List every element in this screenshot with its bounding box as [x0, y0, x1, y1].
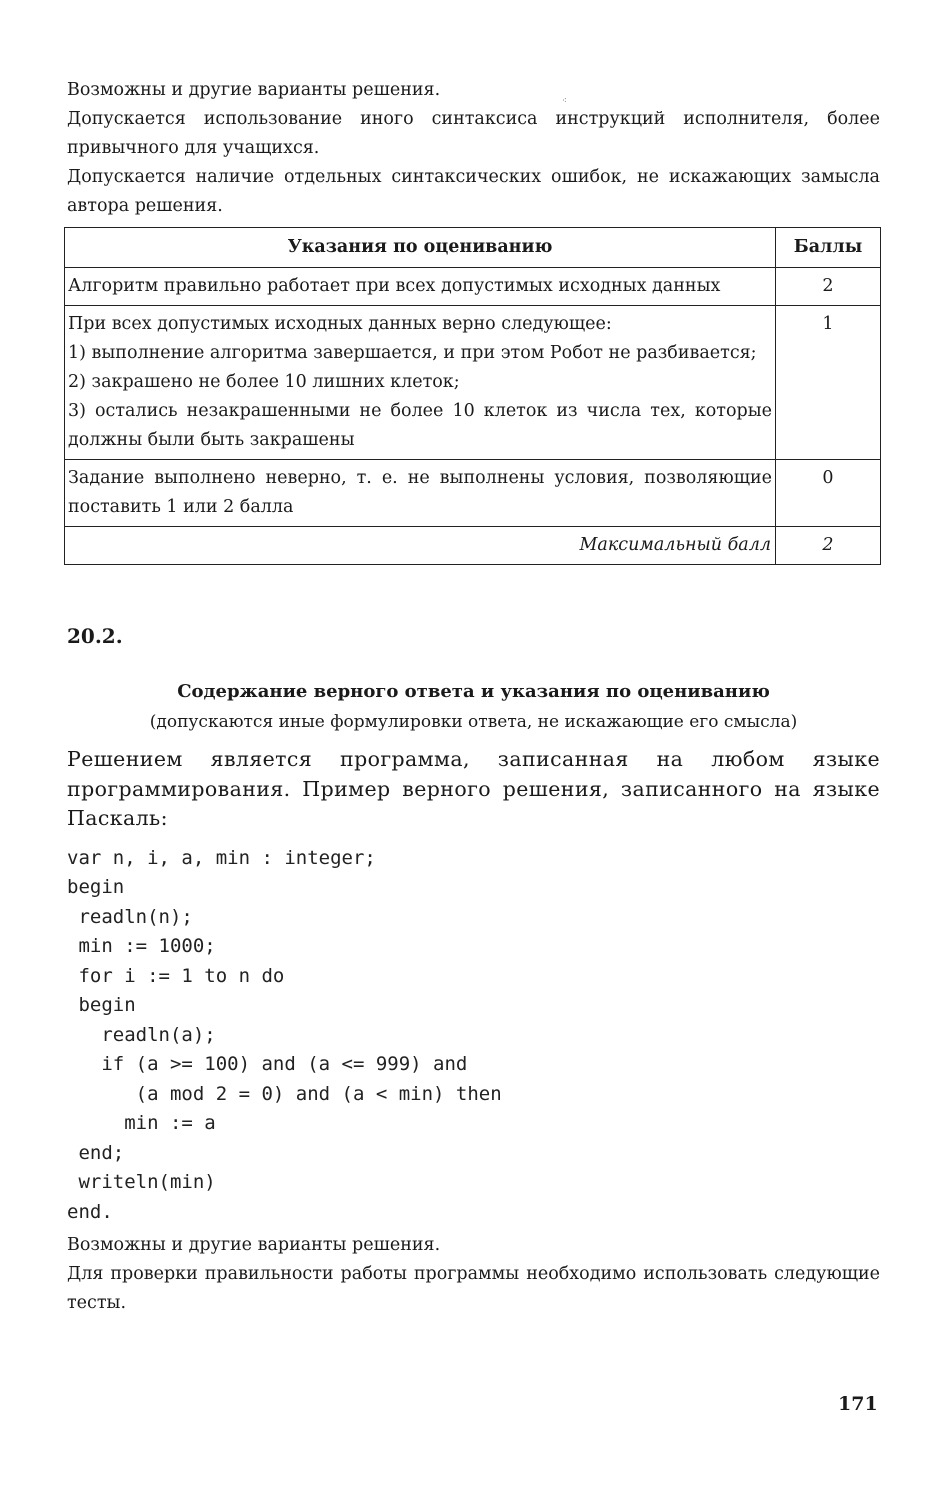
- page-number: 171: [838, 1393, 878, 1415]
- max-score-value: 2: [776, 527, 881, 565]
- criteria-line: При всех допустимых исходных данных верно следующее:: [68, 314, 612, 334]
- max-score-label: Максимальный балл: [65, 527, 776, 565]
- code-line: end.: [67, 1200, 113, 1223]
- table-row: [65, 268, 881, 306]
- code-line: end;: [67, 1141, 125, 1164]
- section-number: 20.2.: [67, 624, 123, 648]
- header-points: Баллы: [776, 228, 881, 268]
- code-line: readln(n);: [67, 905, 193, 928]
- table-header-row: [65, 228, 881, 268]
- points-cell: 2: [776, 268, 881, 306]
- intro-line-1: Возможны и другие варианты решения.: [67, 80, 441, 100]
- criteria-line: Задание выполнено неверно, т. е. не выполнены условия, позволяющие поставить 1 или 2 балла: [68, 468, 772, 517]
- intro-line-2: Допускается использование иного синтаксиса инструкций исполнителя, более привычного для учащихся.: [67, 109, 880, 158]
- points-cell: 1: [776, 306, 881, 460]
- criteria-cell: [65, 268, 776, 306]
- section-subheading: (допускаются иные формулировки ответа, не искажающие его смысла): [149, 712, 798, 732]
- code-line: (a mod 2 = 0) and (a < min) then: [67, 1082, 502, 1105]
- points-cell: 0: [776, 460, 881, 527]
- document-page: [67, 76, 880, 1318]
- pascal-code-block: [67, 844, 880, 1228]
- criteria-line: Алгоритм правильно работает при всех допустимых исходных данных: [68, 276, 721, 296]
- criteria-line: 3) остались незакрашенными не более 10 клеток из числа тех, которые должны были быть закрашены: [68, 401, 772, 450]
- section-heading: Содержание верного ответа и указания по оцениванию: [177, 681, 770, 702]
- code-line: for i := 1 to n do: [67, 964, 285, 987]
- code-line: if (a >= 100) and (a <= 999) and: [67, 1053, 468, 1075]
- outro-line-1: Возможны и другие варианты решения.: [67, 1235, 441, 1255]
- solution-lead: Решением является программа, записанная на любом языке программирования. Пример верного решения, записанного на языке Паскаль:: [67, 747, 880, 830]
- criteria-cell: [65, 306, 776, 460]
- criteria-line: 2) закрашено не более 10 лишних клеток;: [68, 372, 460, 392]
- code-line: readln(a);: [67, 1023, 216, 1046]
- scan-mark: ⁖: [562, 96, 567, 105]
- code-line: var n, i, a, min : integer;: [67, 846, 376, 869]
- criteria-line: 1) выполнение алгоритма завершается, и при этом Робот не разбивается;: [68, 343, 757, 363]
- header-criteria: Указания по оцениванию: [65, 228, 776, 268]
- max-score-row: [65, 527, 881, 565]
- scoring-table: [64, 227, 881, 565]
- table-row: [65, 460, 881, 527]
- code-line: min := a: [67, 1112, 216, 1134]
- criteria-cell: [65, 460, 776, 527]
- outro-line-2: Для проверки правильности работы программы необходимо использовать следующие тесты.: [67, 1264, 880, 1313]
- code-line: begin: [67, 994, 136, 1016]
- table-row: [65, 306, 881, 460]
- code-line: begin: [67, 876, 125, 898]
- code-line: writeln(min): [67, 1171, 216, 1193]
- intro-line-3: Допускается наличие отдельных синтаксических ошибок, не искажающих замысла автора решения.: [67, 167, 880, 216]
- code-line: min := 1000;: [67, 935, 216, 957]
